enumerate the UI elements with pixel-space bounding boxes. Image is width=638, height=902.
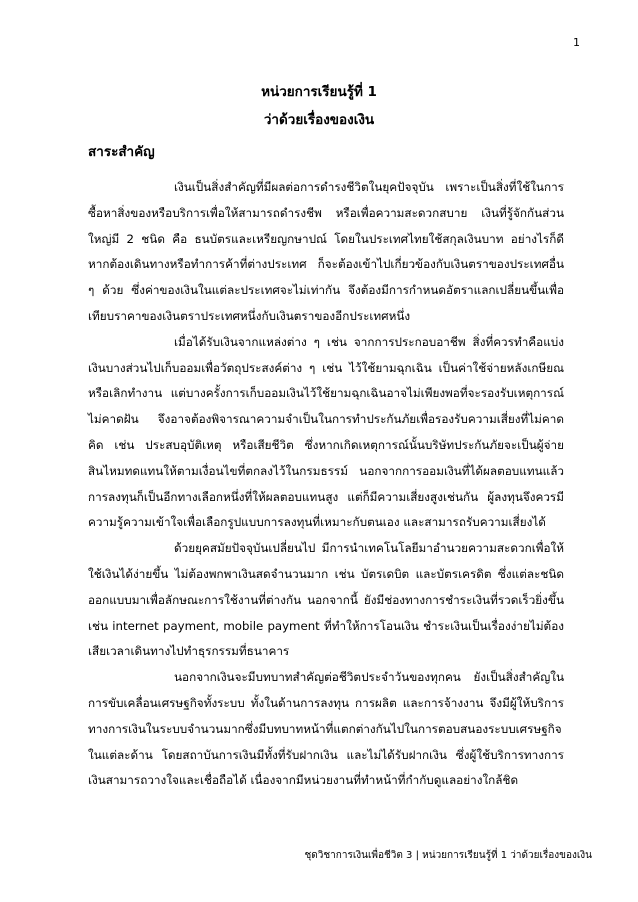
page-footer: ชุดวิชาการเงินเพื่อชีวิต 3 | หน่วยการเรียนรู้ที่ 1 ว่าด้วยเรื่องของเงิน bbox=[304, 850, 592, 861]
paragraph-1: เงินเป็นสิ่งสำคัญที่มีผลต่อการดำรงชีวิตในยุคปัจจุบัน เพราะเป็นสิ่งที่ใช้ในการซื้อหาสิ่งของหรือบริการเพื่อให้สามารถดำรงชีพ หรือเพื่อความสะดวกสบาย เงินที่รู้จักกันส่วนใหญ่มี 2 ชนิด คือ ธนบัตรและเหรียญกษาปณ์ โดยในประเทศไทยใช้สกุลเงินบาท อย่างไรก็ดี หากต้องเดินทางหรือทำการค้าที่ต่างประเทศ ก็จะต้องเข้าไปเกี่ยวข้องกับเงินตราของประเทศอื่น ๆ ด้วย ซึ่งค่าของเงินในแต่ละประเทศจะไม่เท่ากัน จึงต้องมีการกำหนดอัตราแลกเปลี่ยนขึ้นเพื่อเทียบราคาของเงินตราประเทศหนึ่งกับเงินตราของอีกประเทศหนึ่ง bbox=[88, 180, 564, 323]
section-heading: สาระสำคัญ bbox=[88, 144, 155, 160]
paragraph-4: นอกจากเงินจะมีบทบาทสำคัญต่อชีวิตประจำวันของทุกคน ยังเป็นสิ่งสำคัญในการขับเคลื่อนเศรษฐกิจทั้งระบบ ทั้งในด้านการลงทุน การผลิต และการจ้างงาน จึงมีผู้ให้บริการทางการเงินในระบบจำนวนมากซึ่งมีบทบาทหน้าที่แตกต่างกันไปในการตอบสนองระบบเศรษฐกิจในแต่ละด้าน โดยสถาบันการเงินมีทั้งที่รับฝากเงิน และไม่ได้รับฝากเงิน ซึ่งผู้ใช้บริการทางการเงินสามารถวางใจและเชื่อถือได้ เนื่องจากมีหน่วยงานที่ทำหน้าที่กำกับดูแลอย่างใกล้ชิด bbox=[88, 670, 564, 788]
paragraph-2: เมื่อได้รับเงินจากแหล่งต่าง ๆ เช่น จากการประกอบอาชีพ สิ่งที่ควรทำคือแบ่งเงินบางส่วนไปเก็บออมเพื่อวัตถุประสงค์ต่าง ๆ เช่น ไว้ใช้ยามฉุกเฉิน เป็นค่าใช้จ่ายหลังเกษียณหรือเลิกทำงาน แต่บางครั้งการเก็บออมเงินไว้ใช้ยามฉุกเฉินอาจไม่เพียงพอที่จะรองรับเหตุการณ์ไม่คาดฝัน จึงอาจต้องพิจารณาความจำเป็นในการทำประกันภัยเพื่อรองรับความเสี่ยงที่ไม่คาดคิด เช่น ประสบอุบัติเหตุ หรือเสียชีวิต ซึ่งหากเกิดเหตุการณ์นั้นบริษัทประกันภัยจะเป็นผู้จ่ายสินไหมทดแทนให้ตามเงื่อนไขที่ตกลงไว้ในกรมธรรม์ นอกจากการออมเงินที่ได้ผลตอบแทนแล้ว การลงทุนก็เป็นอีกทางเลือกหนึ่งที่ให้ผลตอบแทนสูง แต่ก็มีความเสี่ยงสูงเช่นกัน ผู้ลงทุนจึงควรมีความรู้ความเข้าใจเพื่อเลือกรูปแบบการลงทุนที่เหมาะกับตนเอง และสามารถรับความเสี่ยงได้ bbox=[88, 334, 564, 530]
document-body bbox=[88, 175, 564, 794]
unit-title: หน่วยการเรียนรู้ที่ 1 bbox=[261, 84, 377, 100]
unit-subtitle: ว่าด้วยเรื่องของเงิน bbox=[263, 112, 375, 128]
paragraph-3: ด้วยยุคสมัยปัจจุบันเปลี่ยนไป มีการนำเทคโนโลยีมาอำนวยความสะดวกเพื่อให้ใช้เงินได้ง่ายขึ้น ไม่ต้องพกพาเงินสดจำนวนมาก เช่น บัตรเดบิต และบัตรเครดิต ซึ่งแต่ละชนิดออกแบบมาเพื่อลักษณะการใช้งานที่ต่างกัน นอกจากนี้ ยังมีช่องทางการชำระเงินที่รวดเร็วยิ่งขึ้น เช่น internet payment, mobile payment ที่ทำให้การโอนเงิน ชำระเงินเป็นเรื่องง่ายไม่ต้องเสียเวลาเดินทางไปทำธุรกรรมที่ธนาคาร bbox=[88, 541, 564, 659]
page-number: 1 bbox=[573, 36, 580, 49]
